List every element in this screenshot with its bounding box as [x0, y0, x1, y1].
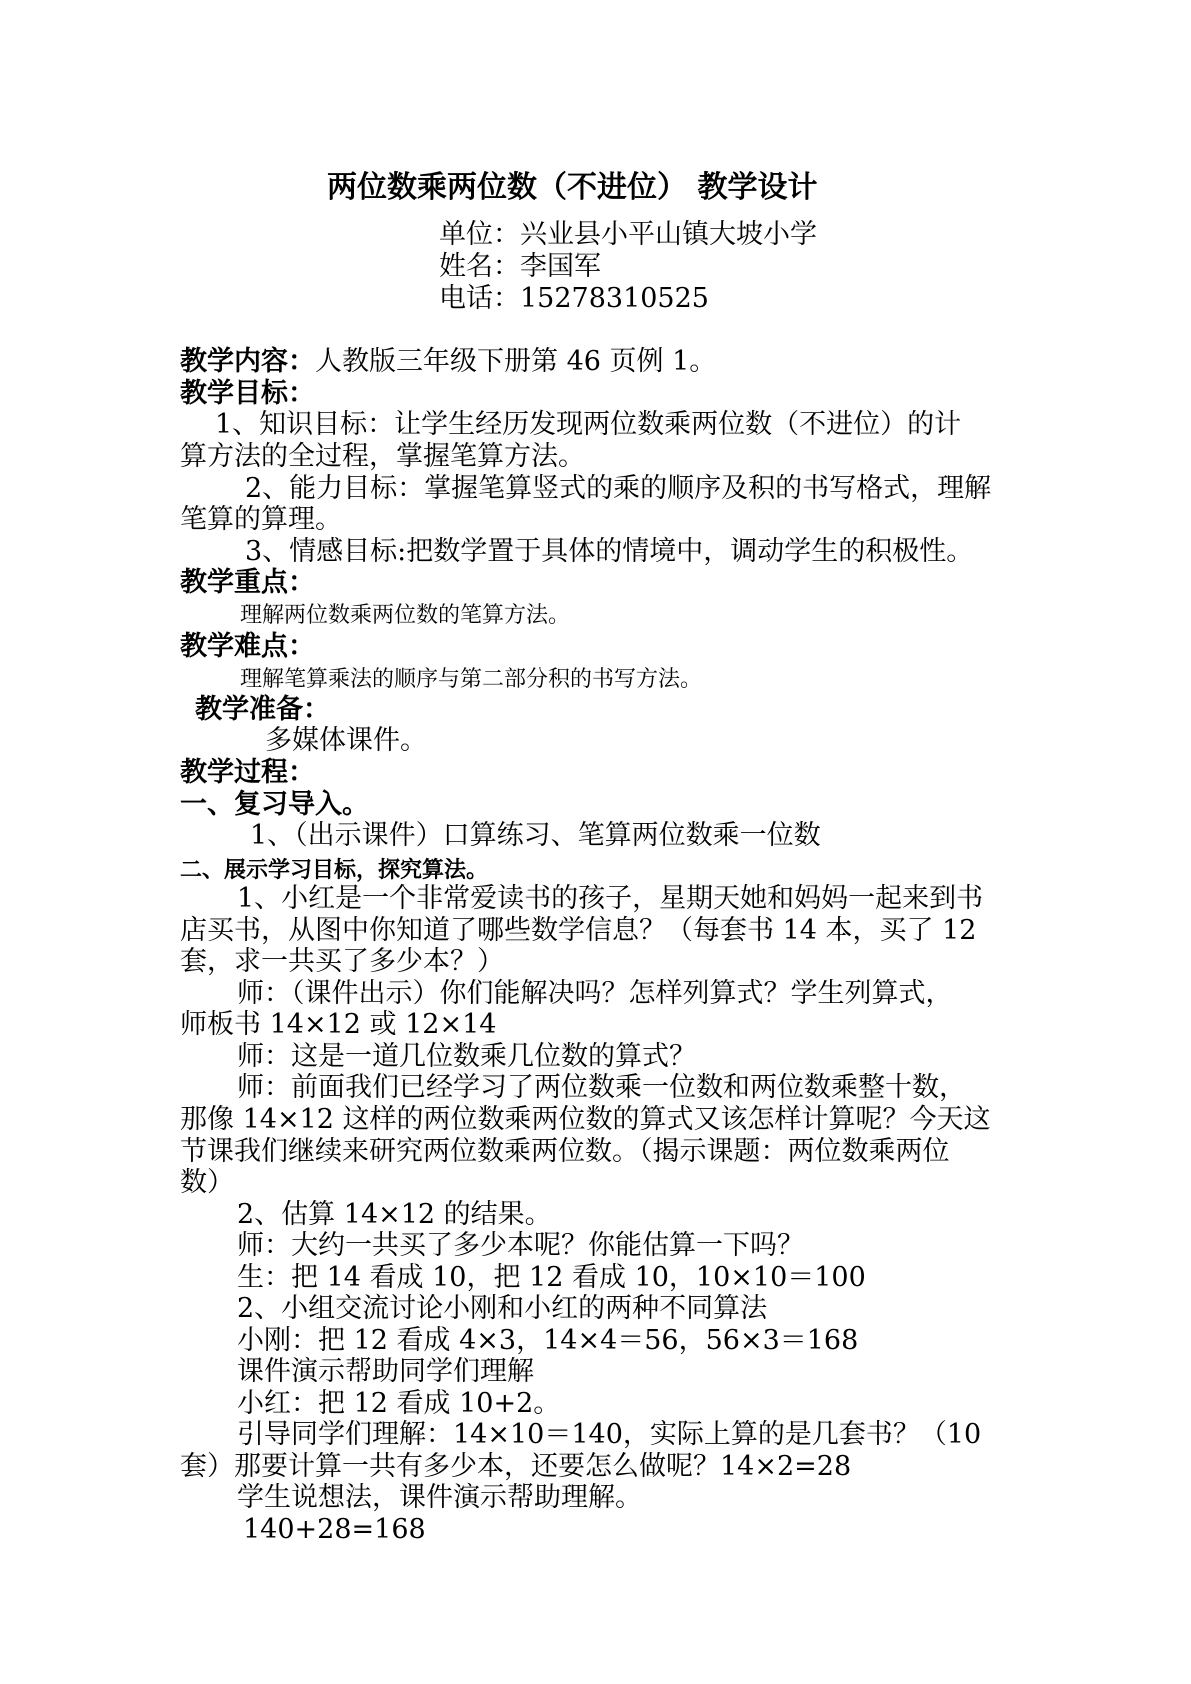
- process-line: 师：大约一共买了多少本呢？你能估算一下吗？: [237, 1230, 804, 1261]
- section-1-item: 1、（出示课件）口算练习、笔算两位数乘一位数: [250, 820, 821, 851]
- objective-2-line-1: 2、能力目标：掌握笔算竖式的乘的顺序及积的书写格式，理解: [245, 473, 992, 504]
- process-line: 小红：把 12 看成 10+2。: [237, 1388, 561, 1419]
- difficulty-text: 理解笔算乘法的顺序与第二部分积的书写方法。: [240, 667, 703, 692]
- process-heading: 教学过程：: [180, 757, 315, 788]
- process-line: 师：这是一道几位数乘几位数的算式？: [237, 1041, 696, 1072]
- process-line: 2、小组交流讨论小刚和小红的两种不同算法: [237, 1293, 768, 1324]
- objective-2-line-2: 笔算的算理。: [180, 504, 342, 535]
- process-line: 课件演示帮助同学们理解: [237, 1356, 534, 1387]
- section-2-title: 二、展示学习目标，探究算法。: [180, 857, 489, 883]
- author-name: 姓名：李国军: [439, 251, 601, 282]
- process-line: 师：前面我们已经学习了两位数乘一位数和两位数乘整十数，: [237, 1072, 966, 1103]
- content-label: 教学内容：: [180, 346, 315, 377]
- process-line: 2、估算 14×12 的结果。: [237, 1199, 552, 1230]
- process-line: 1、小红是一个非常爱读书的孩子，星期天她和妈妈一起来到书: [237, 883, 984, 914]
- section-1-title: 一、复习导入。: [180, 789, 369, 820]
- process-line: 店买书，从图中你知道了哪些数学信息？（每套书 14 本，买了 12: [180, 915, 977, 946]
- difficulty-heading: 教学难点：: [180, 631, 315, 662]
- document-title: 两位数乘两位数（不进位） 教学设计: [327, 170, 818, 205]
- process-line: 那像 14×12 这样的两位数乘两位数的算式又该怎样计算呢？今天这: [180, 1104, 991, 1135]
- content-row: [180, 346, 716, 378]
- content-text: 人教版三年级下册第 46 页例 1。: [315, 346, 717, 377]
- process-line: 师板书 14×12 或 12×14: [180, 1009, 497, 1040]
- process-line: 师：（课件出示）你们能解决吗？怎样列算式？学生列算式，: [237, 978, 953, 1009]
- process-line: 节课我们继续来研究两位数乘两位数。（揭示课题：两位数乘两位: [180, 1136, 950, 1167]
- key-point-heading: 教学重点：: [180, 567, 315, 598]
- process-line: 140+28=168: [243, 1514, 426, 1545]
- objective-1-line-2: 算方法的全过程，掌握笔算方法。: [180, 441, 585, 472]
- process-line: 学生说想法，课件演示帮助理解。: [237, 1482, 642, 1513]
- preparation-text: 多媒体课件。: [265, 725, 427, 756]
- author-unit: 单位：兴业县小平山镇大坡小学: [439, 219, 817, 250]
- author-phone: 电话：15278310525: [439, 283, 709, 314]
- process-line: 数）: [180, 1167, 234, 1198]
- objectives-heading: 教学目标：: [180, 378, 315, 409]
- process-line: 小刚：把 12 看成 4×3，14×4＝56，56×3＝168: [237, 1325, 859, 1356]
- process-line: 套）那要计算一共有多少本，还要怎么做呢？14×2=28: [180, 1451, 852, 1482]
- objective-3: 3、情感目标:把数学置于具体的情境中，调动学生的积极性。: [245, 536, 974, 567]
- process-line: 生：把 14 看成 10，把 12 看成 10，10×10＝100: [237, 1262, 866, 1293]
- preparation-heading: 教学准备：: [195, 694, 330, 725]
- process-line: 套，求一共买了多少本？）: [180, 946, 504, 977]
- key-point-text: 理解两位数乘两位数的笔算方法。: [240, 603, 571, 628]
- objective-1-line-1: 1、知识目标：让学生经历发现两位数乘两位数（不进位）的计: [215, 409, 962, 440]
- process-line: 引导同学们理解：14×10＝140，实际上算的是几套书？（10: [237, 1419, 982, 1450]
